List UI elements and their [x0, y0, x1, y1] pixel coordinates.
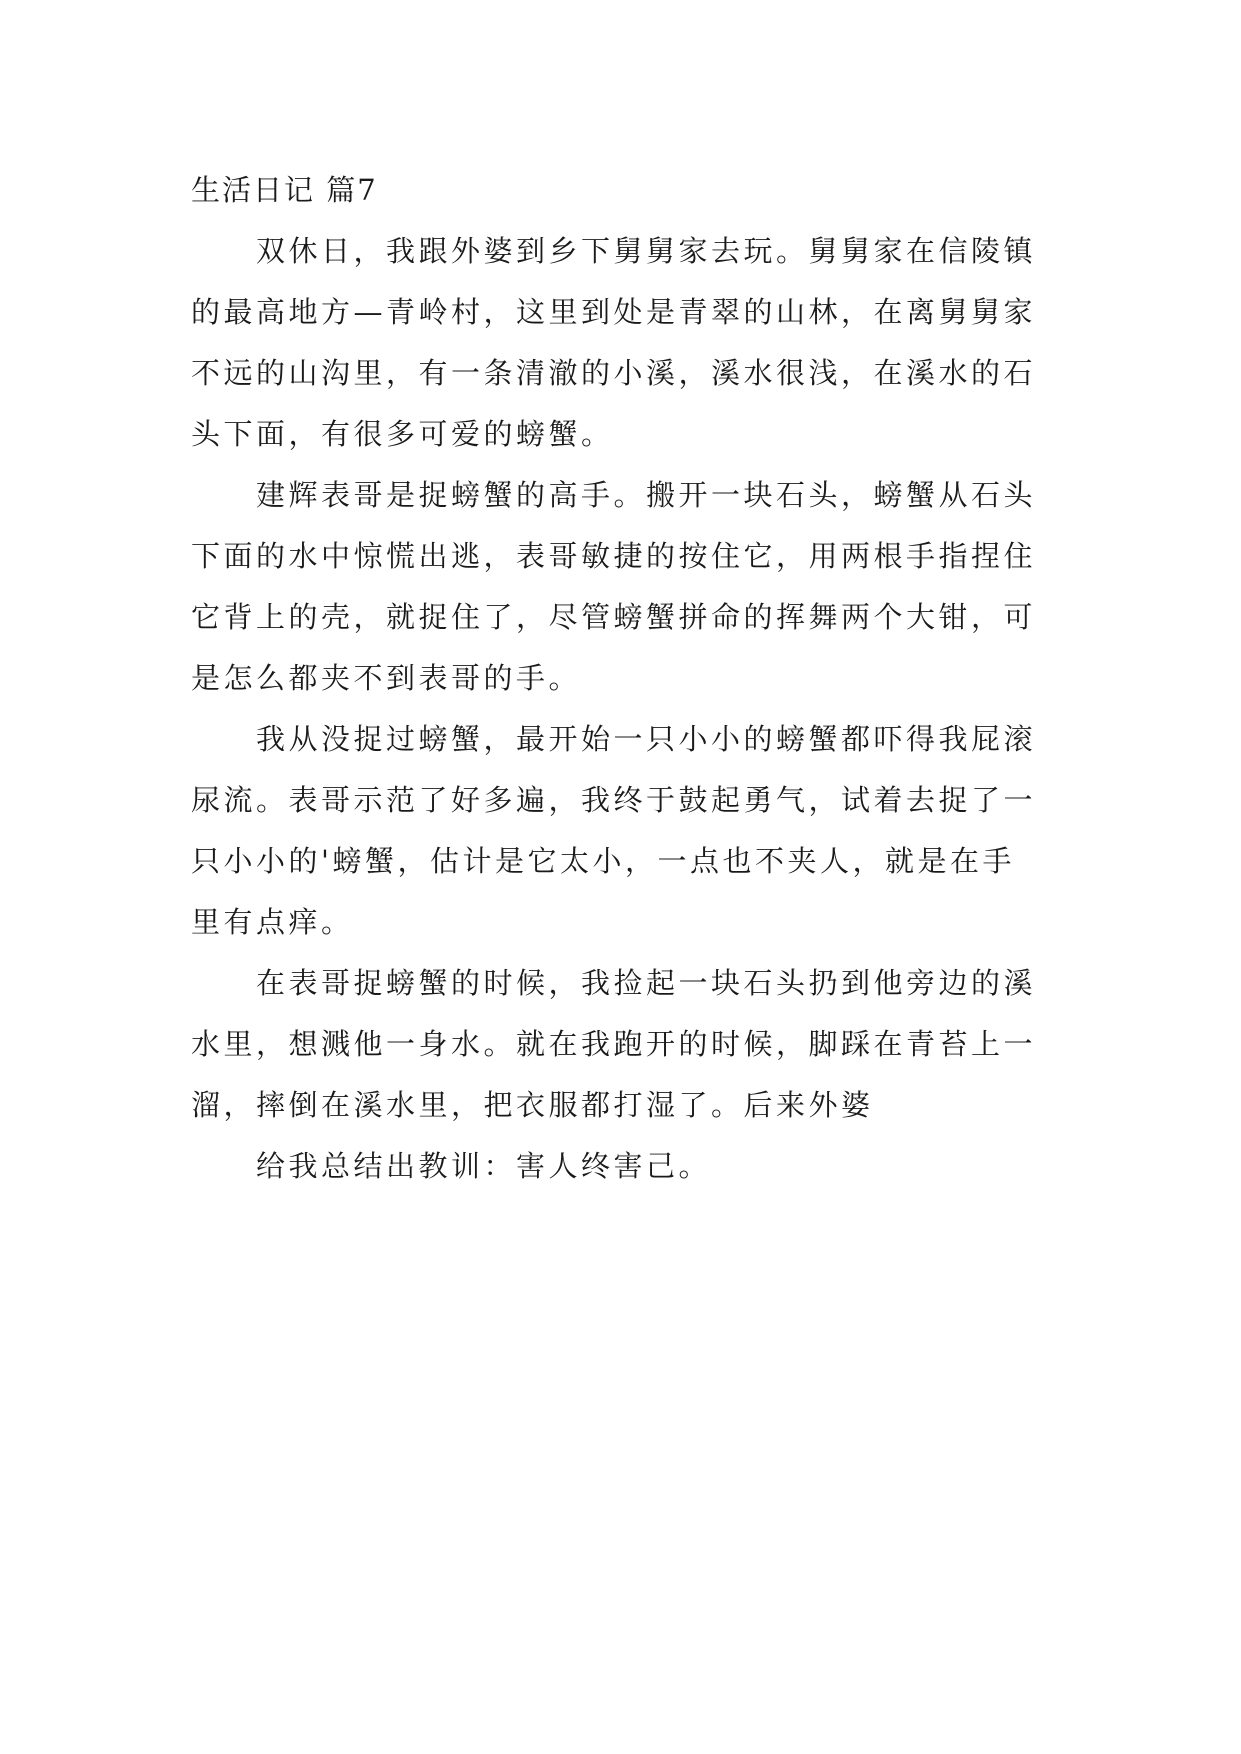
paragraph-line: 里有点痒。 — [191, 905, 354, 939]
paragraph-3 — [191, 709, 1051, 953]
paragraph-line: 尿流。表哥示范了好多遍，我终于鼓起勇气，试着去捉了一 — [191, 783, 1037, 817]
paragraph-4 — [191, 953, 1051, 1136]
paragraph-line: 头下面，有很多可爱的螃蟹。 — [191, 417, 614, 451]
paragraph-line: 水里，想溅他一身水。就在我跑开的时候，脚踩在青苔上一 — [191, 1027, 1037, 1061]
paragraph-line: 我从没捉过螃蟹，最开始一只小小的螃蟹都吓得我屁滚 — [191, 722, 1037, 756]
paragraph-line: 在表哥捉螃蟹的时候，我捡起一块石头扔到他旁边的溪 — [191, 966, 1037, 1000]
paragraph-line: 不远的山沟里，有一条清澈的小溪，溪水很浅，在溪水的石 — [191, 356, 1037, 390]
paragraph-line: 溜，摔倒在溪水里，把衣服都打湿了。后来外婆 — [191, 1088, 874, 1122]
paragraph-line: 给我总结出教训：害人终害己。 — [191, 1149, 712, 1183]
paragraph-1 — [191, 221, 1051, 465]
paragraph-line: 是怎么都夹不到表哥的手。 — [191, 661, 582, 695]
paragraph-2 — [191, 465, 1051, 709]
paragraph-line: 它背上的壳，就捉住了，尽管螃蟹拼命的挥舞两个大钳，可 — [191, 600, 1037, 634]
document-body — [191, 160, 1051, 1197]
paragraph-line: 下面的水中惊慌出逃，表哥敏捷的按住它，用两根手指捏住 — [191, 539, 1037, 573]
paragraph-line: 的最高地方—青岭村，这里到处是青翠的山林，在离舅舅家 — [191, 295, 1037, 329]
paragraph-line: 只小小的'螃蟹，估计是它太小，一点也不夹人，就是在手 — [191, 844, 1015, 878]
paragraph-line: 双休日，我跟外婆到乡下舅舅家去玩。舅舅家在信陵镇 — [191, 234, 1037, 268]
paragraph-line: 建辉表哥是捉螃蟹的高手。搬开一块石头，螃蟹从石头 — [191, 478, 1037, 512]
paragraph-5 — [191, 1136, 1051, 1197]
document-heading: 生活日记 篇7 — [191, 173, 378, 207]
